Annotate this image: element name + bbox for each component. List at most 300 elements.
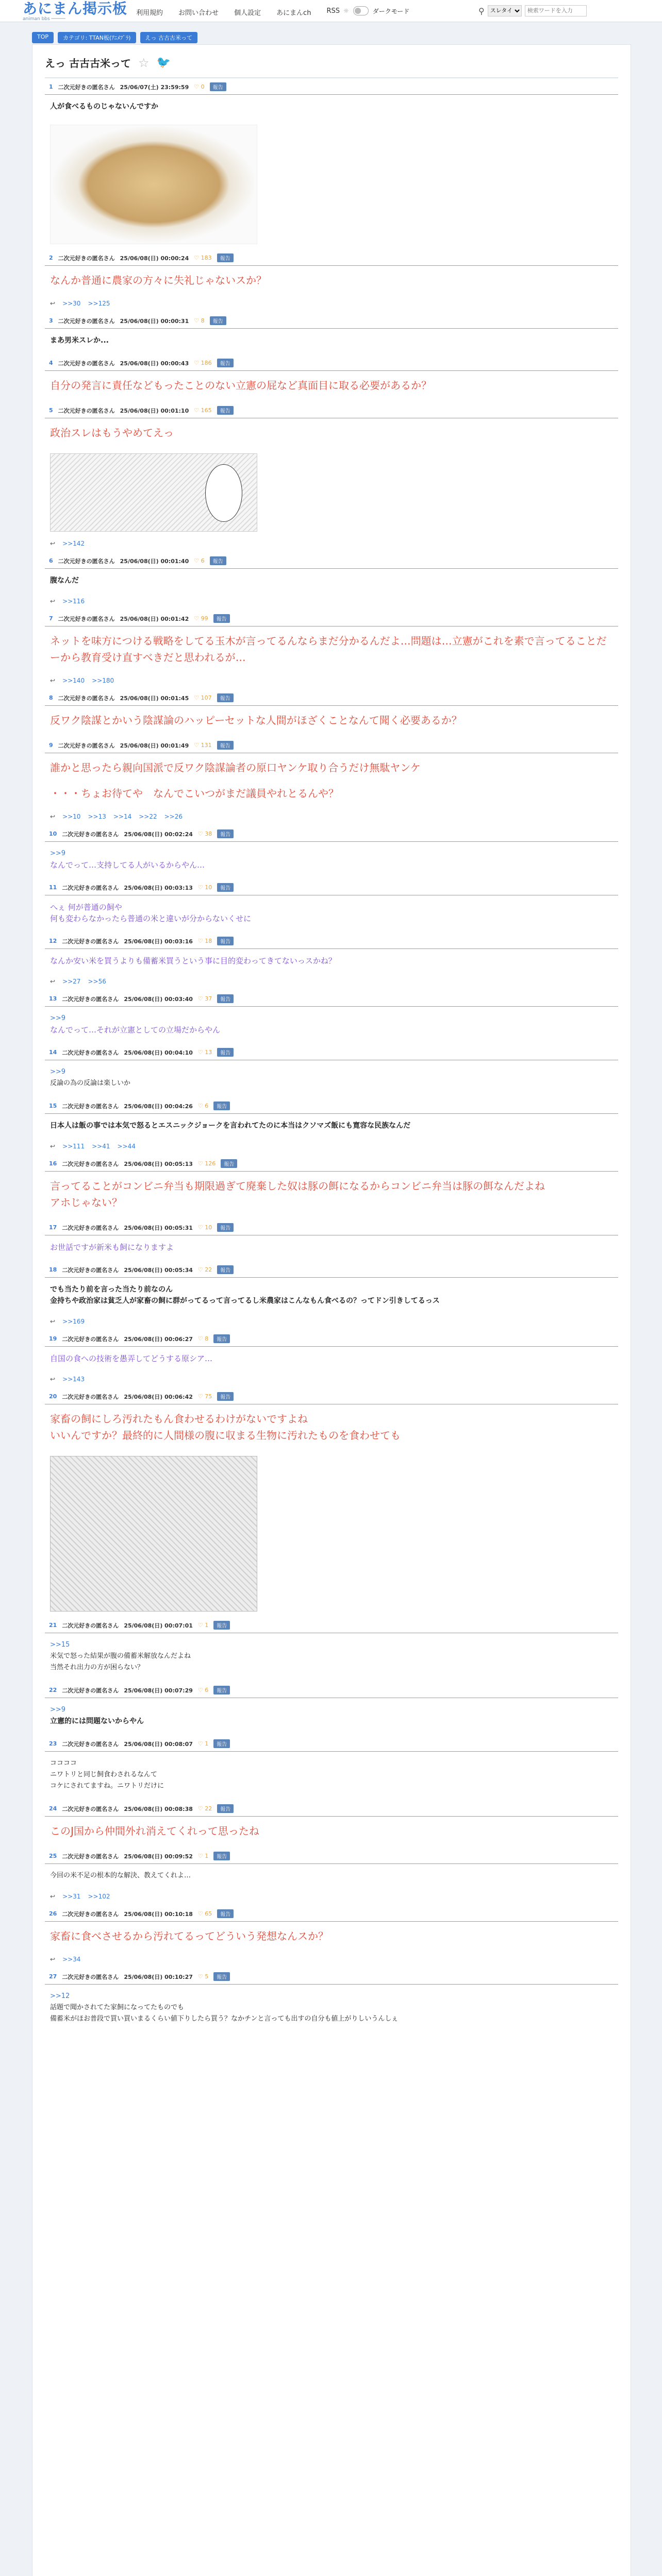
post-header: [45, 1735, 618, 1752]
poster-name: 二次元好きの匿名さん: [58, 360, 115, 367]
site-logo[interactable]: [23, 1, 127, 22]
post-text-line: ・・・ちょお待てや なんでこいつがまだ議員やれとるんや？: [50, 787, 339, 800]
post-number[interactable]: 27: [49, 1973, 57, 1980]
like-count[interactable]: [194, 407, 211, 414]
nav-contact[interactable]: お問い合わせ: [178, 9, 219, 17]
reply-links: [45, 674, 618, 689]
reply-link[interactable]: >>111: [62, 1143, 85, 1150]
reply-links: [45, 975, 618, 990]
post-number[interactable]: 4: [49, 360, 53, 366]
like-icon: ♡: [194, 742, 201, 749]
like-icon: ♡: [197, 1687, 205, 1693]
post-date: 25/06/08(日) 00:10:27: [124, 1973, 193, 1980]
like-number: 37: [205, 995, 212, 1002]
reply-arrow-icon: ↩: [50, 1376, 56, 1383]
like-icon: ♡: [197, 1049, 205, 1056]
reply-link[interactable]: >>26: [164, 813, 183, 820]
like-icon: ♡: [197, 938, 205, 944]
like-number: 22: [205, 1266, 212, 1273]
post-number[interactable]: 22: [49, 1687, 57, 1693]
post-body: [45, 706, 618, 737]
report-button[interactable]: 報告: [213, 614, 230, 623]
report-button[interactable]: 報告: [210, 82, 226, 91]
post-body: [45, 1633, 618, 1682]
darkmode-toggle[interactable]: [353, 6, 369, 15]
like-count[interactable]: [194, 255, 211, 261]
reply-anchor-link[interactable]: >>9: [50, 1014, 66, 1022]
poster-name: 二次元好きの匿名さん: [62, 1687, 119, 1694]
reply-link[interactable]: >>27: [62, 978, 81, 985]
post-body: [45, 1985, 618, 2033]
post-number[interactable]: 11: [49, 884, 57, 891]
post-number[interactable]: 15: [49, 1103, 57, 1109]
post-date: 25/06/08(日) 00:09:52: [124, 1853, 193, 1860]
poster-name: 二次元好きの匿名さん: [62, 1853, 119, 1860]
post-date: 25/06/08(日) 00:06:42: [124, 1393, 193, 1400]
reply-link[interactable]: >>143: [62, 1376, 85, 1383]
reply-anchor-link[interactable]: >>9: [50, 1706, 66, 1714]
reply-link[interactable]: >>41: [92, 1143, 110, 1150]
poster-name: 二次元好きの匿名さん: [62, 1973, 119, 1980]
like-icon: ♡: [197, 1160, 205, 1167]
post-list: [32, 78, 631, 2033]
post-number[interactable]: 20: [49, 1393, 57, 1400]
title-row: [32, 45, 631, 70]
breadcrumb-top[interactable]: TOP: [32, 32, 54, 43]
post-date: 25/06/08(日) 00:08:38: [124, 1805, 193, 1812]
reply-links: [45, 1953, 618, 1968]
report-button[interactable]: 報告: [217, 1804, 234, 1813]
post-header: [45, 610, 618, 626]
post-number[interactable]: 13: [49, 995, 57, 1002]
post-text-line: でも当たり前を言った当たり前なのん: [50, 1285, 173, 1294]
post-header: [45, 1261, 618, 1278]
post: [45, 879, 618, 933]
post-header: [45, 933, 618, 949]
like-count[interactable]: [198, 1973, 208, 1980]
post-body: [45, 626, 618, 674]
post-number[interactable]: 19: [49, 1335, 57, 1342]
report-button[interactable]: 報告: [217, 693, 234, 702]
post-body: [45, 418, 618, 449]
poster-name: 二次元好きの匿名さん: [62, 1740, 119, 1748]
reply-arrow-icon: ↩: [50, 1893, 56, 1900]
reply-link[interactable]: >>125: [88, 300, 110, 307]
post-body: [45, 1060, 618, 1097]
like-count[interactable]: [198, 1160, 216, 1167]
like-icon: ♡: [197, 1910, 205, 1917]
nav-settings[interactable]: 個人設定: [234, 9, 261, 17]
reply-arrow-icon: ↩: [50, 540, 56, 547]
post-date: 25/06/08(日) 00:04:10: [124, 1049, 193, 1056]
post-date: 25/06/08(日) 00:04:26: [124, 1103, 193, 1110]
reply-link[interactable]: >>180: [92, 677, 114, 684]
reply-anchor-link[interactable]: >>9: [50, 1068, 66, 1076]
like-number: 5: [205, 1973, 209, 1980]
search-bar: [478, 5, 587, 16]
like-number: 6: [205, 1103, 209, 1109]
post-number[interactable]: 5: [49, 407, 53, 414]
post-number[interactable]: 12: [49, 938, 57, 944]
like-count[interactable]: [198, 1393, 212, 1400]
reply-links: [45, 1372, 618, 1388]
like-number: 6: [201, 557, 205, 564]
reply-link[interactable]: >>34: [62, 1956, 81, 1963]
post-header: [45, 354, 618, 371]
post-number[interactable]: 7: [49, 615, 53, 622]
like-count[interactable]: [198, 1224, 212, 1231]
post-text-line: ニワトリと同じ飼食わされるなんて: [50, 1771, 158, 1778]
post: [45, 1388, 618, 1612]
post-date: 25/06/08(日) 00:01:10: [120, 407, 189, 414]
report-button[interactable]: 報告: [217, 741, 234, 750]
reply-link[interactable]: >>14: [113, 813, 132, 820]
reply-link[interactable]: >>10: [62, 813, 81, 820]
post-body: [45, 329, 618, 354]
report-button[interactable]: 報告: [213, 1334, 230, 1343]
poster-name: 二次元好きの匿名さん: [58, 742, 115, 749]
post-date: 25/06/08(日) 00:08:07: [124, 1740, 193, 1748]
report-button[interactable]: 報告: [213, 1101, 230, 1110]
post-date: 25/06/08(日) 00:05:13: [124, 1160, 193, 1167]
post-header: [45, 1044, 618, 1060]
post-body: [45, 949, 618, 975]
like-icon: ♡: [197, 1805, 205, 1812]
like-count[interactable]: [198, 884, 212, 891]
post-header: [45, 1800, 618, 1817]
post-date: 25/06/08(日) 00:06:27: [124, 1335, 193, 1343]
post: [45, 354, 618, 402]
poster-name: 二次元好きの匿名さん: [62, 831, 119, 838]
like-icon: ♡: [194, 255, 201, 261]
reply-anchor-link[interactable]: >>12: [50, 1992, 70, 2000]
post-header: [45, 312, 618, 329]
post-body: [45, 1278, 618, 1315]
poster-name: 二次元好きの匿名さん: [58, 694, 115, 702]
post-text-line: 反論の為の反論は楽しいか: [50, 1079, 131, 1087]
search-input[interactable]: [525, 5, 587, 16]
post-header: [45, 552, 618, 569]
reply-link[interactable]: >>22: [139, 813, 157, 820]
post-date: 25/06/08(日) 00:05:31: [124, 1224, 193, 1231]
post-text-line: 自分の発言に責任などもったことのない立憲の屁など真面目に取る必要があるか？: [50, 379, 432, 392]
like-count[interactable]: [198, 1266, 212, 1273]
post-body: [45, 753, 618, 810]
post-number[interactable]: 6: [49, 557, 53, 564]
like-icon: ♡: [194, 615, 201, 622]
post-text-line: 腹なんだ: [50, 577, 79, 585]
reply-link[interactable]: >>102: [88, 1893, 110, 1900]
like-count[interactable]: [198, 1740, 208, 1747]
post-header: [45, 737, 618, 753]
reply-link[interactable]: >>13: [88, 813, 106, 820]
post: [45, 1097, 618, 1155]
reply-arrow-icon: ↩: [50, 1143, 56, 1150]
poster-name: 二次元好きの匿名さん: [58, 83, 115, 91]
like-count[interactable]: [198, 1103, 208, 1109]
post-body: [45, 1698, 618, 1735]
report-button[interactable]: 報告: [217, 1048, 234, 1057]
post-text-line: 家畜に食べさせるから汚れてるってどういう発想なんスか？: [50, 1930, 328, 1942]
like-number: 65: [205, 1910, 212, 1917]
report-button[interactable]: 報告: [213, 1621, 230, 1630]
report-button[interactable]: 報告: [217, 406, 234, 415]
nav-terms[interactable]: 利用規約: [136, 9, 163, 17]
like-count[interactable]: [194, 83, 204, 90]
like-number: 18: [205, 938, 212, 944]
like-count[interactable]: [194, 317, 204, 324]
report-button[interactable]: 報告: [217, 1392, 234, 1401]
post-date: 25/06/08(日) 00:07:29: [124, 1687, 193, 1694]
report-button[interactable]: 報告: [217, 1265, 234, 1274]
post-number[interactable]: 10: [49, 831, 57, 837]
like-number: 75: [205, 1393, 212, 1400]
report-button[interactable]: 報告: [217, 253, 234, 262]
like-count[interactable]: [198, 1910, 212, 1917]
post-header: [45, 402, 618, 418]
breadcrumb-category[interactable]: カテゴリ: TTAN板(ｱﾆﾒﾌﾞﾗ): [58, 32, 136, 43]
post-text-line: 言ってることがコンビニ弁当も期限過ぎて廃棄した奴は豚の餌になるからコンビニ弁当は豚の餌なんだよね: [50, 1180, 545, 1192]
post-text-line: コケにされてますね。ニワトリだけに: [50, 1782, 164, 1790]
post-number[interactable]: 26: [49, 1910, 57, 1917]
search-icon[interactable]: ⚲: [478, 6, 485, 16]
like-number: 13: [205, 1049, 212, 1056]
post-text-line: 人が食べるものじゃないんですか: [50, 103, 158, 111]
post-number[interactable]: 16: [49, 1160, 57, 1167]
post-date: 25/06/08(日) 00:05:34: [124, 1266, 193, 1274]
breadcrumb: [32, 32, 197, 43]
post-text-line: アホじゃない？: [50, 1196, 122, 1209]
poster-name: 二次元好きの匿名さん: [62, 938, 119, 945]
darkmode-switch[interactable]: [343, 6, 409, 15]
post-text-line: 備蓄米がほお普段で買い買いまるくらい値下りしたら買う？なかチンと言っても出すの自分も値上がりしいうんしぇ: [50, 2015, 399, 2023]
post-text-line: 米気で怒った結果が腹の備蓄米解放なんだよね: [50, 1652, 191, 1660]
reply-link[interactable]: >>140: [62, 677, 85, 684]
poster-name: 二次元好きの匿名さん: [62, 1160, 119, 1167]
post-date: 25/06/08(日) 00:01:40: [120, 557, 189, 565]
post-date: 25/06/08(日) 00:03:40: [124, 995, 193, 1003]
report-button[interactable]: 報告: [213, 1739, 230, 1748]
like-count[interactable]: [194, 694, 211, 701]
post-text-line: へぇ 何が普通の飼や: [50, 903, 122, 912]
post: [45, 689, 618, 737]
reply-arrow-icon: ↩: [50, 978, 56, 985]
like-count[interactable]: [194, 742, 211, 749]
reply-link[interactable]: >>169: [62, 1318, 85, 1325]
post-text-line: なんでって…それが立憲としての立場だからやん: [50, 1025, 221, 1035]
post: [45, 1330, 618, 1388]
like-number: 99: [201, 615, 208, 622]
post-header: [45, 990, 618, 1007]
like-count[interactable]: [194, 557, 204, 564]
like-icon: ♡: [194, 694, 201, 701]
like-count[interactable]: [198, 995, 212, 1002]
like-number: 6: [205, 1687, 209, 1693]
like-icon: ♡: [197, 1622, 205, 1629]
post-date: 25/06/08(日) 00:01:45: [120, 694, 189, 702]
post-date: 25/06/08(日) 00:03:16: [124, 938, 193, 945]
post-body: [45, 1864, 618, 1890]
post-number[interactable]: 17: [49, 1224, 57, 1231]
post-number[interactable]: 14: [49, 1049, 57, 1056]
like-count[interactable]: [198, 1622, 208, 1629]
post: [45, 737, 618, 825]
reply-links: [45, 1315, 618, 1330]
report-button[interactable]: 報告: [213, 1852, 230, 1860]
post-text-line: お世話ですが新米も飼になりますよ: [50, 1243, 174, 1252]
post-body: [45, 1404, 618, 1452]
post: [45, 1044, 618, 1097]
like-count[interactable]: [198, 1853, 208, 1859]
poster-name: 二次元好きの匿名さん: [58, 255, 115, 262]
twitter-share-icon[interactable]: 🐦: [156, 56, 171, 69]
reply-links: [45, 1890, 618, 1905]
reply-link[interactable]: >>44: [117, 1143, 136, 1150]
like-count[interactable]: [194, 360, 211, 366]
post-text-line: 誰かと思ったら親向国派で反ワク陰謀論者の原口ヤンケ取り合うだけ無駄ヤンケ: [50, 761, 421, 774]
poster-name: 二次元好きの匿名さん: [62, 1049, 119, 1056]
post-header: [45, 689, 618, 706]
poster-name: 二次元好きの匿名さん: [58, 615, 115, 622]
reply-links: [45, 537, 618, 552]
post: [45, 610, 618, 689]
post-text-line: 日本人は飯の事では本気で怒るとエスニックジョークを言われてたのに本当はクソマズ飯にも寛容な民族なんだ: [50, 1122, 411, 1130]
rice-image[interactable]: [50, 125, 257, 244]
like-count[interactable]: [194, 615, 208, 622]
like-count[interactable]: [198, 1335, 208, 1342]
reply-link[interactable]: >>116: [62, 598, 85, 605]
post-number[interactable]: 25: [49, 1853, 57, 1859]
darkmode-label: ダークモード: [372, 7, 410, 15]
report-button[interactable]: 報告: [217, 937, 234, 945]
like-count[interactable]: [198, 1687, 208, 1693]
report-button[interactable]: 報告: [213, 1972, 230, 1981]
like-icon: ♡: [197, 1224, 205, 1231]
post-text-line: 反ワク陰謀とかいう陰謀論のハッピーセットな人間がほざくことなんて聞く必要あるか？: [50, 714, 462, 726]
post-header: [45, 1097, 618, 1114]
like-count[interactable]: [198, 1049, 212, 1056]
like-number: 0: [201, 83, 205, 90]
poster-name: 二次元好きの匿名さん: [58, 407, 115, 414]
post-number[interactable]: 1: [49, 83, 53, 90]
post: [45, 1735, 618, 1800]
poster-name: 二次元好きの匿名さん: [62, 1910, 119, 1918]
like-icon: ♡: [197, 1973, 205, 1980]
like-count[interactable]: [198, 1805, 212, 1812]
post-body: [45, 266, 618, 297]
reply-link[interactable]: >>30: [62, 300, 81, 307]
post-number[interactable]: 9: [49, 742, 53, 749]
post-number[interactable]: 23: [49, 1740, 57, 1747]
report-button[interactable]: 報告: [217, 994, 234, 1003]
reply-link[interactable]: >>56: [88, 978, 106, 985]
like-number: 126: [205, 1160, 216, 1167]
post-date: 25/06/08(日) 00:01:42: [120, 615, 189, 622]
post-body: [45, 1922, 618, 1953]
like-number: 183: [201, 255, 212, 261]
post-text-line: ネットを味方につける戦略をしてる玉木が言ってるんならまだ分かるんだよ…問題は…立憲がこれを素で言ってることだ: [50, 635, 607, 647]
reply-link[interactable]: >>31: [62, 1893, 81, 1900]
post-number[interactable]: 2: [49, 255, 53, 261]
manga-panel-image[interactable]: [50, 1456, 257, 1612]
report-button[interactable]: 報告: [221, 1159, 237, 1168]
poster-name: 二次元好きの匿名さん: [62, 884, 119, 891]
report-button[interactable]: 報告: [210, 316, 226, 325]
manga-panel-image[interactable]: [50, 453, 257, 532]
reply-links: [45, 595, 618, 610]
post-header: [45, 1617, 618, 1633]
like-icon: ♡: [194, 557, 201, 564]
star-icon[interactable]: ☆: [138, 55, 150, 70]
reply-arrow-icon: ↩: [50, 677, 56, 684]
like-number: 1: [205, 1853, 209, 1859]
like-number: 131: [201, 742, 212, 749]
post-number[interactable]: 18: [49, 1266, 57, 1273]
post: [45, 249, 618, 312]
post-header: [45, 1388, 618, 1404]
post-body: [45, 1752, 618, 1800]
like-number: 165: [201, 407, 212, 414]
report-button[interactable]: 報告: [217, 1223, 234, 1232]
post-text-line: なんか安い米を買うよりも備蓄米買うという事に目的変わってきてないっスかね？: [50, 956, 336, 965]
post: [45, 1800, 618, 1848]
reply-anchor-link[interactable]: >>15: [50, 1641, 70, 1649]
poster-name: 二次元好きの匿名さん: [62, 1335, 119, 1343]
breadcrumb-thread[interactable]: えっ 古古古米って: [140, 32, 198, 43]
like-count[interactable]: [198, 831, 212, 837]
like-number: 186: [201, 360, 212, 366]
post-number[interactable]: 8: [49, 694, 53, 701]
post-date: 25/06/08(日) 00:00:43: [120, 360, 189, 367]
post: [45, 1968, 618, 2033]
post-text-line: [50, 776, 613, 785]
reply-arrow-icon: ↩: [50, 1318, 56, 1325]
post-body: [45, 371, 618, 402]
post-body: [45, 895, 618, 933]
nav-animanch[interactable]: あにまんch: [276, 9, 311, 17]
report-button[interactable]: 報告: [210, 556, 226, 565]
post-date: 25/06/08(日) 00:10:18: [124, 1910, 193, 1918]
like-count[interactable]: [198, 938, 212, 944]
post-text-line: このJ国から仲間外れ消えてくれって思ったね: [50, 1825, 259, 1837]
post-header: [45, 825, 618, 842]
report-button[interactable]: 報告: [217, 359, 234, 367]
post-number[interactable]: 21: [49, 1622, 57, 1629]
post-number[interactable]: 3: [49, 317, 53, 324]
search-scope-select[interactable]: [488, 5, 522, 16]
post-text-line: いいんですか？最終的に人間様の腹に収まる生物に汚れたものを食わせても: [50, 1429, 401, 1442]
post-text-line: 金持ちや政治家は貧乏人が家畜の飼に群がってるって言ってるし米農家はこんなもん食べるの？ってドン引きしてるっス: [50, 1297, 440, 1305]
post-date: 25/06/08(日) 00:07:01: [124, 1622, 193, 1629]
post-number[interactable]: 24: [49, 1805, 57, 1812]
like-icon: ♡: [194, 407, 201, 414]
reply-anchor-link[interactable]: >>9: [50, 850, 66, 857]
report-button[interactable]: 報告: [217, 883, 234, 892]
like-number: 10: [205, 884, 212, 891]
report-button[interactable]: 報告: [213, 1686, 230, 1694]
reply-link[interactable]: >>142: [62, 540, 85, 547]
nav-rss[interactable]: RSS: [326, 7, 340, 15]
poster-name: 二次元好きの匿名さん: [58, 317, 115, 325]
report-button[interactable]: 報告: [217, 829, 234, 838]
like-number: 22: [205, 1805, 212, 1812]
post-date: 25/06/08(日) 00:01:49: [120, 742, 189, 749]
post-body: [45, 1817, 618, 1848]
like-icon: ♡: [197, 1853, 205, 1859]
report-button[interactable]: 報告: [217, 1909, 234, 1918]
post: [45, 552, 618, 610]
like-icon: ♡: [197, 1740, 205, 1747]
